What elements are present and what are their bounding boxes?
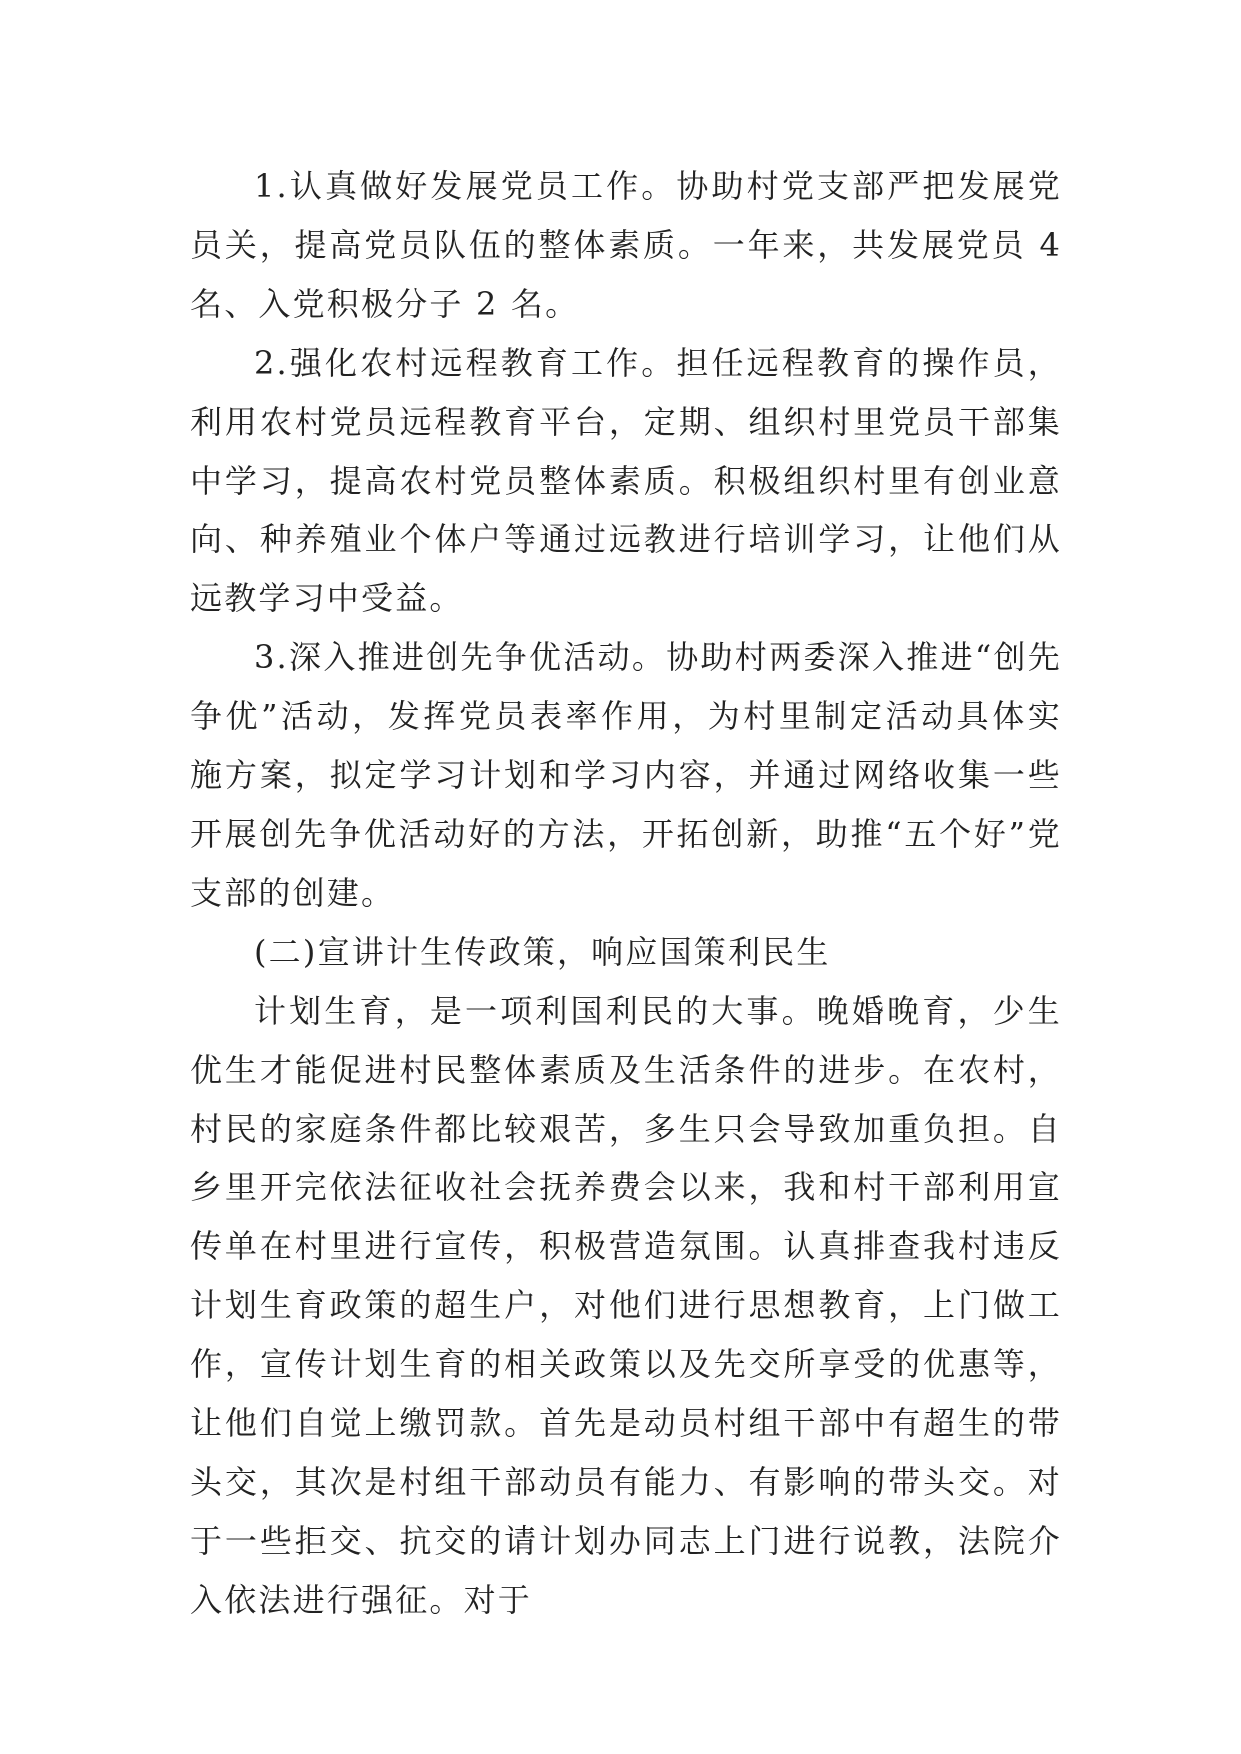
document-body xyxy=(190,157,1062,1630)
paragraph-remote-education: 2.强化农村远程教育工作。担任远程教育的操作员，利用农村党员远程教育平台，定期、组织村里党员干部集中学习，提高农村党员整体素质。积极组织村里有创业意向、种养殖业个体户等通过远教进行培训学习，让他们从远教学习中受益。 xyxy=(190,343,1062,618)
section-heading-family-planning: (二)宣讲计生传政策，响应国策利民生 xyxy=(254,932,831,971)
paragraph-excellence-activity: 3.深入推进创先争优活动。协助村两委深入推进“创先争优”活动，发挥党员表率作用，为村里制定活动具体实施方案，拟定学习计划和学习内容，并通过网络收集一些开展创先争优活动好的方法，开拓创新，助推“五个好”党支部的创建。 xyxy=(190,638,1062,912)
paragraph-family-planning: 计划生育，是一项利国利民的大事。晚婚晚育，少生优生才能促进村民整体素质及生活条件的进步。在农村，村民的家庭条件都比较艰苦，多生只会导致加重负担。自乡里开完依法征收社会抚养费会以来，我和村干部利用宣传单在村里进行宣传，积极营造氛围。认真排查我村违反计划生育政策的超生户，对他们进行思想教育，上门做工作，宣传计划生育的相关政策以及先交所享受的优惠等，让他们自觉上缴罚款。首先是动员村组干部中有超生的带头交，其次是村组干部动员有能力、有影响的带头交。对于一些拒交、抗交的请计划办同志上门进行说教，法院介入依法进行强征。对于 xyxy=(190,991,1062,1619)
paragraph-party-member-development: 1.认真做好发展党员工作。协助村党支部严把发展党员关，提高党员队伍的整体素质。一年来，共发展党员 4 名、入党积极分子 2 名。 xyxy=(190,167,1062,323)
